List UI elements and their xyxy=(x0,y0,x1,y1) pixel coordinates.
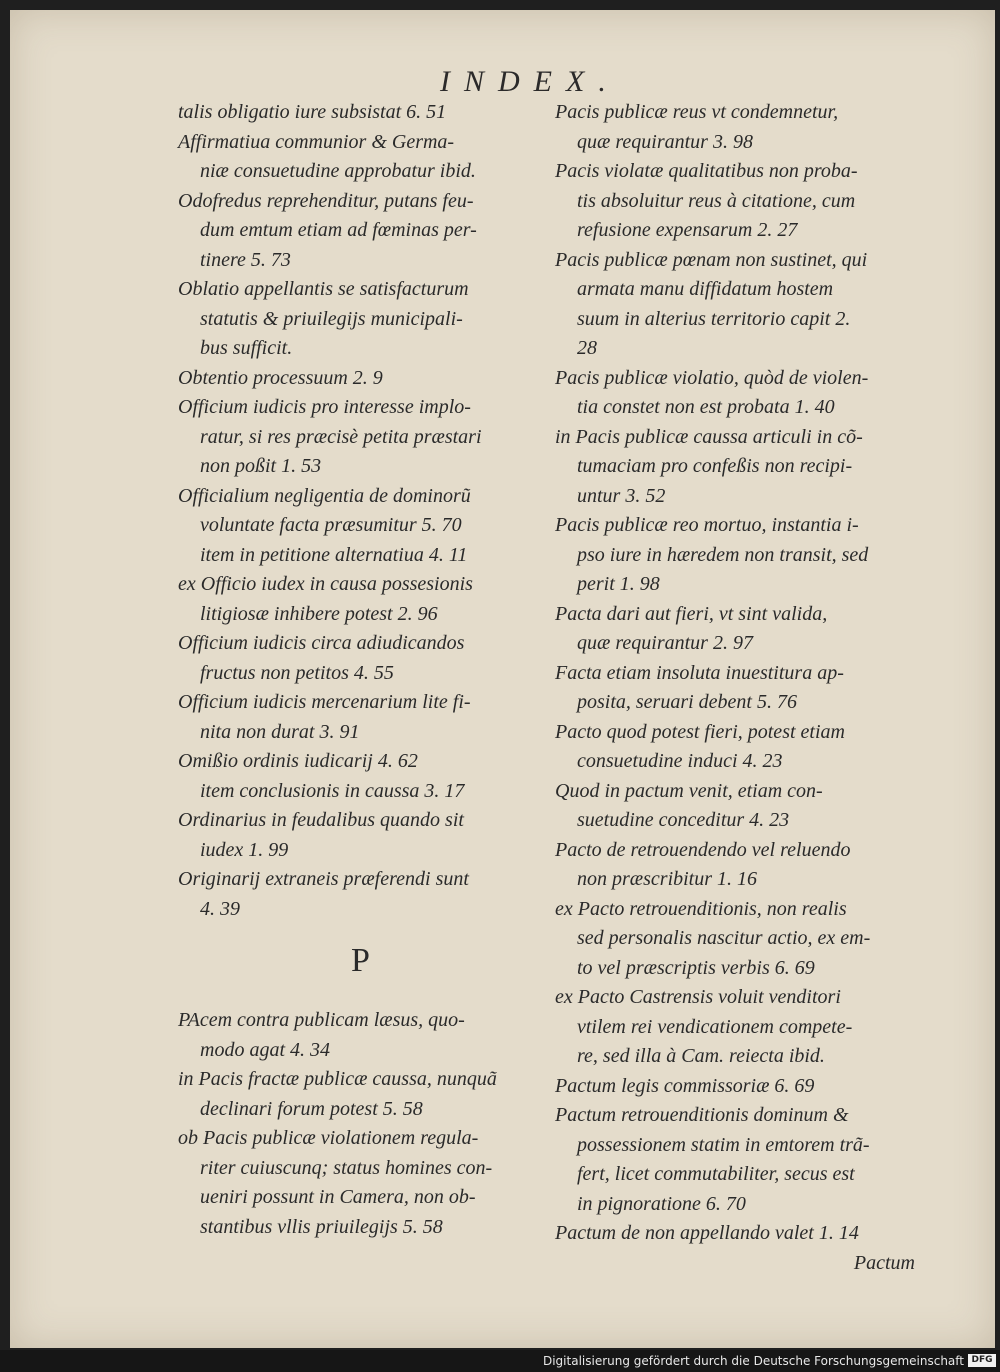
index-entry xyxy=(178,1124,543,1242)
entry-line: Obtentio processuum 2. 9 xyxy=(178,366,383,389)
entry-line: declinari forum potest 5. 58 xyxy=(200,1097,423,1120)
index-entry xyxy=(555,895,915,984)
entry-line: voluntate facta præsumitur 5. 70 xyxy=(200,514,462,536)
entry-line: Pacis publicæ reus vt condemnetur, xyxy=(555,101,839,123)
entry-line: pso iure in hæredem non transit, sed xyxy=(577,543,869,566)
index-entry xyxy=(178,629,543,688)
entry-line: sed personalis nascitur actio, ex em- xyxy=(577,927,871,949)
index-entry xyxy=(555,98,915,157)
section-letter: P xyxy=(351,942,370,979)
entry-line: Affirmatiua communior & Germa- xyxy=(178,130,455,153)
funding-notice: Digitalisierung gefördert durch die Deutsche Forschungsgemeinschaft xyxy=(542,1354,964,1368)
index-entry xyxy=(555,659,915,718)
entry-line: armata manu diffidatum hostem xyxy=(577,278,834,300)
index-entry xyxy=(555,1072,915,1102)
entry-line: Pactum legis commissoriæ 6. 69 xyxy=(555,1074,815,1097)
index-entry xyxy=(178,747,543,806)
entry-line: tia constet non est probata 1. 40 xyxy=(577,396,835,418)
entry-line: talis obligatio iure subsistat 6. 51 xyxy=(178,101,447,123)
index-entry xyxy=(555,364,915,423)
entry-line: Pacto de retrouendendo vel reluendo xyxy=(555,838,851,861)
entry-line: item conclusionis in caussa 3. 17 xyxy=(200,779,465,802)
entry-line: 28 xyxy=(577,337,597,359)
entry-line: re, sed illa à Cam. reiecta ibid. xyxy=(577,1045,825,1067)
entry-line: non præscribitur 1. 16 xyxy=(577,868,758,890)
entry-line: litigiosæ inhibere potest 2. 96 xyxy=(200,602,438,625)
page-header: INDEX. xyxy=(440,65,620,98)
entry-line: iudex 1. 99 xyxy=(200,838,289,861)
entry-line: tis absoluitur reus à citatione, cum xyxy=(577,189,856,212)
entry-line: Pactum retrouenditionis dominum & xyxy=(555,1104,849,1126)
entry-line: untur 3. 52 xyxy=(577,484,666,507)
entry-line: Officium iudicis circa adiudicandos xyxy=(178,632,465,654)
entry-line: tumaciam pro confeßis non recipi- xyxy=(577,455,853,477)
entry-line: item in petitione alternatiua 4. 11 xyxy=(200,543,468,566)
entry-line: Pacta dari aut fieri, vt sint valida, xyxy=(555,602,828,625)
entry-line: ex Pacto retrouenditionis, non realis xyxy=(555,897,847,920)
entry-line: ex Pacto Castrensis voluit venditori xyxy=(555,986,841,1008)
entry-line: ex Officio iudex in causa possesionis xyxy=(178,573,473,595)
entry-line: fructus non petitos 4. 55 xyxy=(200,661,394,684)
index-entry xyxy=(178,1065,543,1124)
entry-line: Odofredus reprehenditur, putans feu- xyxy=(178,189,474,212)
entry-line: to vel præscriptis verbis 6. 69 xyxy=(577,956,815,979)
entry-line: statutis & priuilegijs municipali- xyxy=(200,307,463,330)
index-entry xyxy=(178,1006,543,1065)
catchword: Pactum xyxy=(853,1251,915,1274)
entry-line: bus sufficit. xyxy=(200,337,293,359)
entry-line: posita, seruari debent 5. 76 xyxy=(577,691,797,713)
entry-line: non poßit 1. 53 xyxy=(200,455,322,477)
entry-line: Quod in pactum venit, etiam con- xyxy=(555,779,823,802)
index-entry xyxy=(555,983,915,1072)
entry-line: in Pacis fractæ publicæ caussa, nunquã xyxy=(178,1068,497,1090)
entry-line: suetudine conceditur 4. 23 xyxy=(577,809,790,831)
entry-line: Officialium negligentia de dominorũ xyxy=(178,484,471,507)
entry-line: PAcem contra publicam læsus, quo- xyxy=(178,1009,465,1031)
entry-line: riter cuiuscunq; status homines con- xyxy=(200,1156,493,1179)
entry-line: Originarij extraneis præferendi sunt xyxy=(178,868,469,890)
entry-line: Pacis publicæ pœnam non sustinet, qui xyxy=(555,248,868,271)
entry-line: Pacis publicæ violatio, quòd de violen- xyxy=(555,366,869,389)
index-entry xyxy=(178,128,543,187)
index-entry xyxy=(555,718,915,777)
entry-line: Pacis violatæ qualitatibus non proba- xyxy=(555,160,858,182)
index-entry xyxy=(555,600,915,659)
index-entry xyxy=(555,423,915,512)
entry-line: niæ consuetudine approbatur ibid. xyxy=(200,160,476,182)
entry-line: ratur, si res præcisè petita præstari xyxy=(200,425,482,448)
entry-line: Officium iudicis mercenarium lite fi- xyxy=(178,691,471,713)
entry-line: nita non durat 3. 91 xyxy=(200,720,360,743)
index-entry xyxy=(178,570,543,629)
entry-line: Pactum de non appellando valet 1. 14 xyxy=(555,1222,859,1244)
entry-line: in Pacis publicæ caussa articuli in cõ- xyxy=(555,425,863,448)
entry-line: suum in alterius territorio capit 2. xyxy=(577,307,851,330)
index-entry xyxy=(178,393,543,482)
index-entry xyxy=(178,865,543,924)
entry-line: fert, licet commutabiliter, secus est xyxy=(577,1163,855,1185)
entry-line: Officium iudicis pro interesse implo- xyxy=(178,396,471,418)
entry-line: Ordinarius in feudalibus quando sit xyxy=(178,809,464,831)
index-column-left xyxy=(178,98,543,1242)
entry-line: Omißio ordinis iudicarij 4. 62 xyxy=(178,750,418,772)
entry-line: in pignoratione 6. 70 xyxy=(577,1192,746,1215)
index-entry xyxy=(555,777,915,836)
index-entry xyxy=(555,246,915,364)
entry-line: possessionem statim in emtorem trã- xyxy=(577,1133,870,1156)
index-entry xyxy=(178,275,543,364)
index-entry xyxy=(178,187,543,276)
index-entry xyxy=(555,1101,915,1219)
index-entry xyxy=(178,688,543,747)
entry-line: Facta etiam insoluta inuestitura ap- xyxy=(555,661,844,684)
entry-line: Oblatio appellantis se satisfacturum xyxy=(178,278,469,300)
entry-line: dum emtum etiam ad fœminas per- xyxy=(200,219,477,241)
entry-line: quæ requirantur 3. 98 xyxy=(577,130,753,153)
index-entry xyxy=(178,806,543,865)
entry-line: ob Pacis publicæ violationem regula- xyxy=(178,1127,479,1149)
entry-line: quæ requirantur 2. 97 xyxy=(577,632,753,654)
entry-line: consuetudine induci 4. 23 xyxy=(577,750,783,772)
entry-line: ueniri possunt in Camera, non ob- xyxy=(200,1186,476,1208)
entry-line: tinere 5. 73 xyxy=(200,248,291,271)
entry-line: refusione expensarum 2. 27 xyxy=(577,219,798,241)
index-entry xyxy=(178,98,543,128)
index-entry xyxy=(555,511,915,600)
index-entry xyxy=(555,836,915,895)
index-entry xyxy=(555,1219,915,1249)
entry-line: stantibus vllis priuilegijs 5. 58 xyxy=(200,1215,443,1238)
entry-line: modo agat 4. 34 xyxy=(200,1038,330,1061)
entry-line: Pacis publicæ reo mortuo, instantia i- xyxy=(555,514,859,536)
entry-line: perit 1. 98 xyxy=(577,573,660,595)
entry-line: vtilem rei vendicationem compete- xyxy=(577,1015,853,1038)
index-column-right xyxy=(555,98,915,1278)
entry-line: 4. 39 xyxy=(200,897,240,920)
entry-line: Pacto quod potest fieri, potest etiam xyxy=(555,720,845,743)
dfg-logo: DFG xyxy=(968,1354,996,1367)
index-entry xyxy=(178,482,543,571)
index-entry xyxy=(178,364,543,394)
index-entry xyxy=(555,157,915,246)
footer-bar xyxy=(0,1350,1000,1372)
